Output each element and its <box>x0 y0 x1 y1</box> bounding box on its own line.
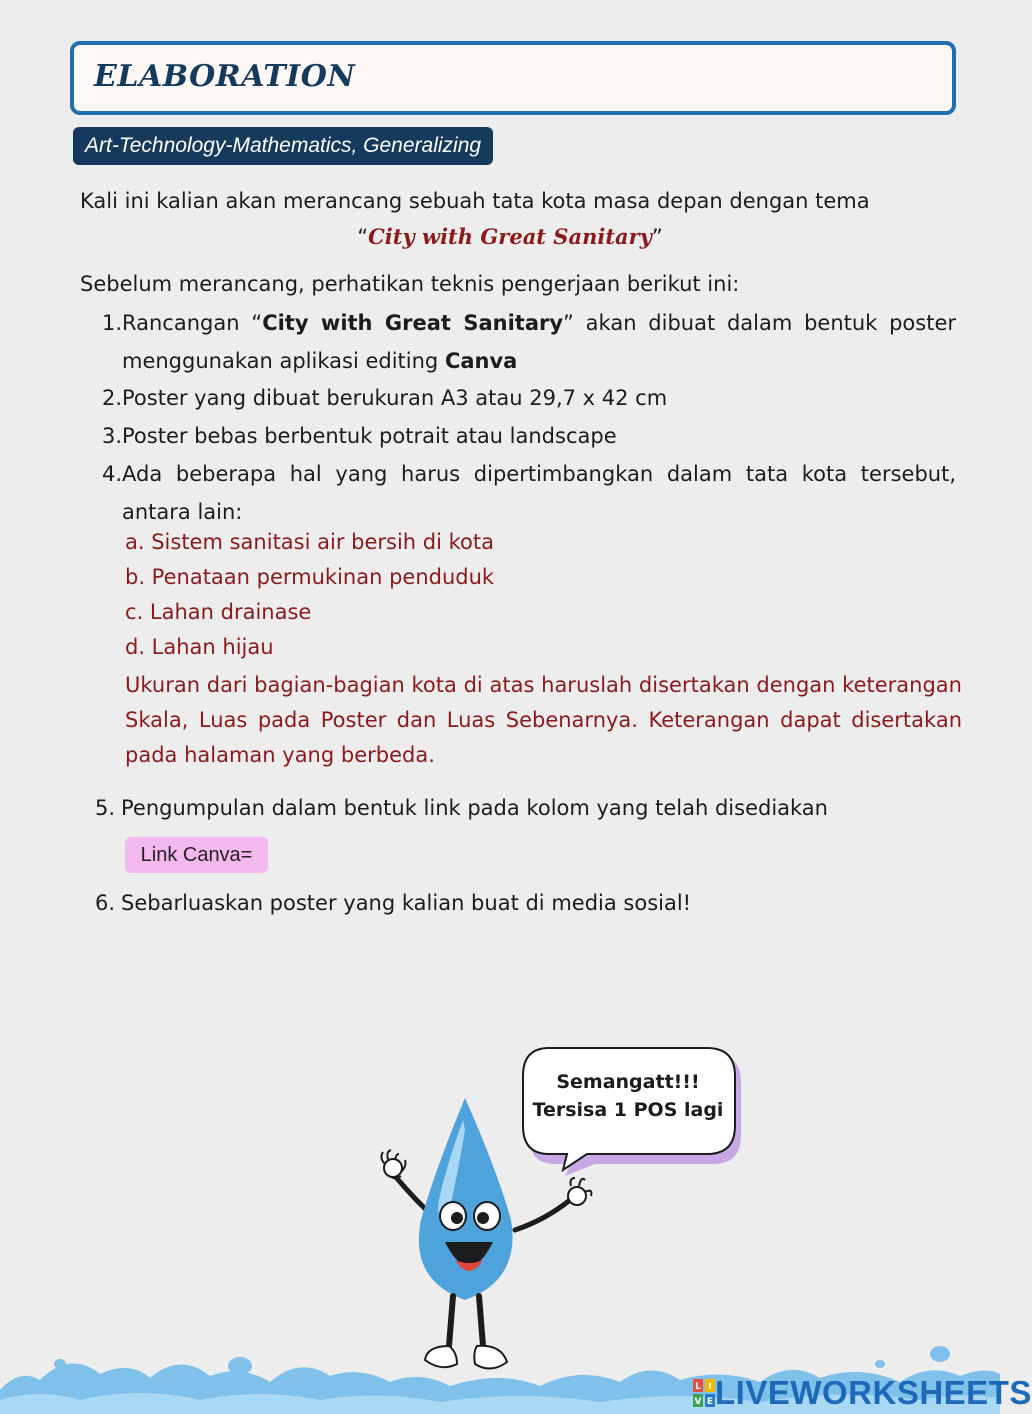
intro-text: Kali ini kalian akan merancang sebuah tata kota masa depan dengan tema <box>80 189 870 213</box>
brand-name: LIVEWORKSHEETS <box>715 1374 1032 1411</box>
item-number: 5. <box>95 796 116 820</box>
link-canva-input[interactable]: Link Canva= <box>125 837 268 873</box>
item-number: 2. <box>102 386 123 410</box>
item-text: ” akan dibuat dalam bentuk poster menggunakan aplikasi editing <box>122 311 956 373</box>
item-bold-text: Canva <box>444 349 518 373</box>
item-bold-text: City with Great Sanitary <box>262 311 564 335</box>
subtitle-badge: Art-Technology-Mathematics, Generalizing <box>73 127 493 165</box>
bubble-line: Tersisa 1 POS lagi <box>532 1099 724 1121</box>
logo-letter: E <box>706 1397 714 1407</box>
item-text: Rancangan “ <box>122 311 263 335</box>
sub-item: d. Lahan hijau <box>125 635 274 659</box>
logo-letter: I <box>708 1382 712 1392</box>
title-box <box>70 41 956 115</box>
note-text: Ukuran dari bagian-bagian kota di atas haruslah disertakan dengan keterangan Skala, Luas pada Poster dan Luas Sebenarnya. Keterangan dapat disertakan pada halaman yang berbeda. <box>125 673 962 767</box>
quote-open: “ <box>357 225 369 249</box>
bubble-line: Semangatt!!! <box>556 1071 700 1093</box>
liveworksheets-logo <box>693 1374 1032 1412</box>
quote-close: ” <box>651 225 663 249</box>
list-item: Ada beberapa hal yang harus dipertimbangkan dalam tata kota tersebut, antara lain: <box>122 462 956 524</box>
item-number: 6. <box>95 891 116 915</box>
instructions-lead: Sebelum merancang, perhatikan teknis pengerjaan berikut ini: <box>80 272 740 296</box>
theme-title: City with Great Sanitary <box>368 224 652 249</box>
list-item: Poster yang dibuat berukuran A3 atau 29,7 x 42 cm <box>122 386 668 410</box>
logo-letter: L <box>695 1382 701 1392</box>
item-number: 1. <box>102 311 123 335</box>
sub-item: c. Lahan drainase <box>125 600 312 624</box>
logo-blocks-icon <box>693 1379 715 1407</box>
item-number: 3. <box>102 424 123 448</box>
logo-letter: V <box>694 1397 702 1407</box>
list-item: Poster bebas berbentuk potrait atau landscape <box>122 424 617 448</box>
theme-line <box>0 222 1020 252</box>
page-title: ELABORATION <box>94 59 356 94</box>
list-item: Sebarluaskan poster yang kalian buat di media sosial! <box>121 891 692 915</box>
water-drop-mascot-icon <box>365 1090 605 1390</box>
list-item <box>122 304 956 380</box>
list-item: Pengumpulan dalam bentuk link pada kolom yang telah disediakan <box>121 796 828 820</box>
sub-item: b. Penataan permukinan penduduk <box>125 565 495 589</box>
item-number: 4. <box>102 462 123 486</box>
sub-item: a. Sistem sanitasi air bersih di kota <box>125 530 494 554</box>
